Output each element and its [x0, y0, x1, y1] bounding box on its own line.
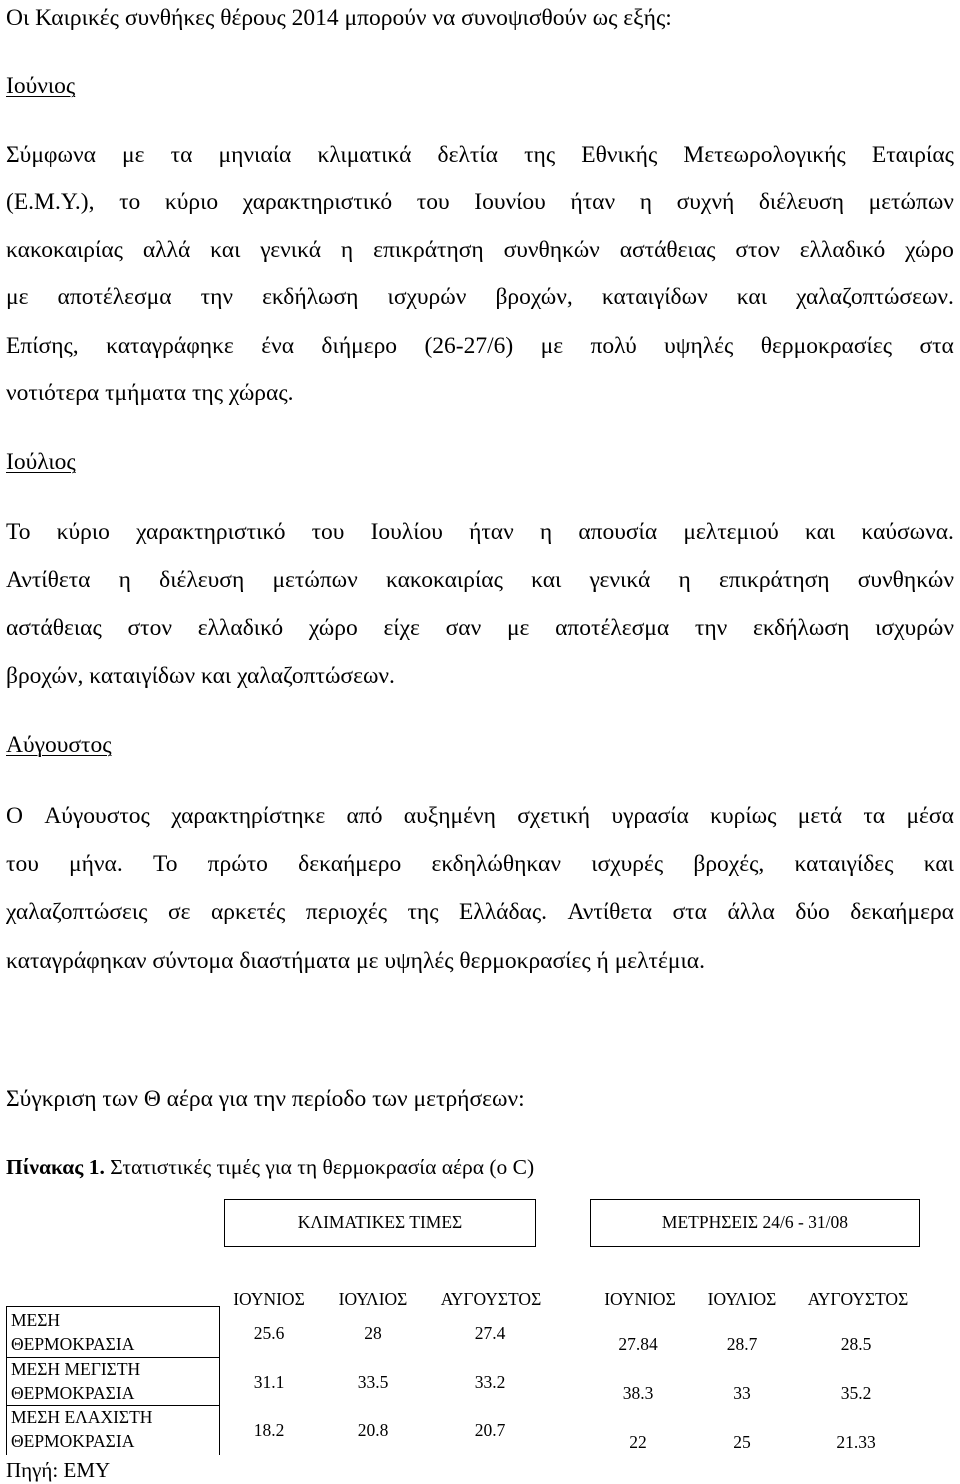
august-line [6, 805, 954, 829]
row-label: ΜΕΣΗ ΜΕΓΙΣΤΗ [11, 1359, 141, 1379]
word: ελλαδικό [197, 615, 284, 641]
word: αλλά [142, 237, 191, 263]
word: και [804, 519, 836, 545]
word: και [736, 284, 768, 310]
word: περιοχές [305, 899, 387, 925]
word: ένα [261, 333, 295, 359]
table-cell: 25.6 [253, 1323, 285, 1343]
word: Εθνικής [581, 142, 658, 168]
word: Ιουλίου [370, 519, 443, 545]
word: Επίσης, [6, 333, 79, 359]
word: κύριο [56, 519, 110, 545]
word: χώρο [905, 237, 954, 263]
word: την [694, 615, 728, 641]
word: επικράτηση [373, 237, 484, 263]
word: συχνή [676, 189, 735, 215]
word: επικράτηση [718, 567, 830, 593]
word: η [639, 189, 652, 215]
word: σχετική [517, 803, 591, 829]
word: η [118, 567, 131, 593]
word: τα [863, 803, 886, 829]
word: Σύμφωνα [6, 142, 96, 168]
word: συνθηκών [857, 567, 954, 593]
word: εκδήλωση [752, 615, 850, 641]
word: πρώτο [207, 851, 268, 877]
row-label: ΘΕΡΜΟΚΡΑΣΙΑ [11, 1431, 135, 1451]
word: (26-27/6) [424, 333, 514, 359]
word: Ο [6, 803, 23, 829]
word: σε [167, 899, 191, 925]
word: βροχές, [693, 851, 765, 877]
word: κυρίως [710, 803, 777, 829]
june-line [6, 191, 954, 215]
table-cell: 20.8 [357, 1420, 389, 1440]
word: του [311, 519, 345, 545]
word: ελλαδικό [799, 237, 886, 263]
row-label: ΘΕΡΜΟΚΡΑΣΙΑ [11, 1383, 135, 1403]
june-line: νοτιότερα τμήματα της χώρας. [6, 380, 294, 406]
august-line: καταγράφηκαν σύντομα διαστήματα με υψηλές θερμοκρασίες ή μελτέμια. [6, 948, 705, 974]
word: μήνα. [69, 851, 123, 877]
word: χαλαζοπτώσεων. [796, 284, 954, 310]
col-june-measured: ΙΟΥΝΙΟΣ [604, 1289, 676, 1309]
word: στα [919, 333, 954, 359]
word: εκδηλώθηκαν [431, 851, 561, 877]
august-line [6, 901, 954, 925]
word: κακοκαιρίας [6, 237, 123, 263]
word: διέλευση [758, 189, 844, 215]
word: το [119, 189, 141, 215]
june-heading: Ιούνιος [6, 73, 76, 99]
word: καύσωνα. [861, 519, 954, 545]
source-note: Πηγή: ΕΜΥ [6, 1458, 111, 1482]
word: Μετεωρολογικής [683, 142, 846, 168]
word: Ελλάδας. [459, 899, 548, 925]
word: Αντίθετα [567, 899, 653, 925]
june-line [6, 144, 954, 168]
word: άλλα [727, 899, 775, 925]
august-heading: Αύγουστος [6, 732, 112, 758]
col-june-climate: ΙΟΥΝΙΟΣ [233, 1289, 305, 1309]
word: Αύγουστος [44, 803, 150, 829]
table-cell: 33.2 [474, 1372, 506, 1392]
table-cell: 25 [733, 1432, 751, 1452]
word: συνθηκών [503, 237, 600, 263]
table-cell: 28 [364, 1323, 382, 1343]
word: γενικά [589, 567, 651, 593]
word: κακοκαιρίας [385, 567, 503, 593]
word: δεκαήμερα [850, 899, 954, 925]
word: αυξημένη [403, 803, 496, 829]
word: εκδήλωση [262, 284, 359, 310]
word: υψηλές [664, 333, 734, 359]
word: αστάθειας [6, 615, 102, 641]
word: ισχυρών [875, 615, 954, 641]
word: χαρακτηριστικό [242, 189, 393, 215]
col-august-climate: ΑΥΓΟΥΣΤΟΣ [440, 1289, 542, 1309]
measurements-header: ΜΕΤΡΗΣΕΙΣ 24/6 - 31/08 [661, 1212, 849, 1232]
word: μέσα [906, 803, 954, 829]
word: η [539, 519, 553, 545]
word: και [210, 237, 241, 263]
col-july-measured: ΙΟΥΛΙΟΣ [707, 1289, 777, 1309]
word: μετώπων [868, 189, 954, 215]
word: μετά [797, 803, 843, 829]
june-line [6, 286, 954, 310]
word: Αντίθετα [6, 567, 91, 593]
word: Εταιρίας [871, 142, 954, 168]
table-cell: 38.3 [622, 1383, 654, 1403]
word: της [407, 899, 439, 925]
june-line [6, 239, 954, 263]
word: με [122, 142, 145, 168]
word: η [340, 237, 354, 263]
word: δύο [795, 899, 830, 925]
table-cell: 28.7 [726, 1334, 758, 1354]
word: αποτέλεσμα [555, 615, 670, 641]
word: μετώπων [272, 567, 358, 593]
table-cell: 33.5 [357, 1372, 389, 1392]
word: δεκαήμερο [298, 851, 402, 877]
word: από [346, 803, 383, 829]
word: καταιγίδες [794, 851, 894, 877]
table-cell: 22 [629, 1432, 647, 1452]
word: με [506, 615, 530, 641]
july-heading: Ιούλιος [6, 449, 76, 475]
word: με [6, 284, 29, 310]
word: Το [6, 519, 31, 545]
word: απουσία [578, 519, 658, 545]
word: κύριο [164, 189, 219, 215]
table-caption-label: Πίνακας 1. [6, 1155, 105, 1179]
word: στα [672, 899, 707, 925]
word: ισχυρών [387, 284, 467, 310]
word: αστάθειας [619, 237, 716, 263]
word: πολύ [590, 333, 637, 359]
word: διέλευση [159, 567, 245, 593]
word: η [678, 567, 691, 593]
word: του [6, 851, 39, 877]
word: μελτεμιού [683, 519, 779, 545]
comparison-heading: Σύγκριση των Θ αέρα για την περίοδο των μετρήσεων: [6, 1086, 525, 1112]
intro-text: Οι Καιρικές συνθήκες θέρους 2014 μπορούν να συνοψισθούν ως εξής: [6, 5, 672, 31]
word: χώρο [308, 615, 358, 641]
word: και [531, 567, 562, 593]
word: είχε [383, 615, 420, 641]
word: γενικά [260, 237, 322, 263]
word: χαλαζοπτώσεις [6, 899, 148, 925]
table-cell: 27.84 [618, 1334, 658, 1354]
word: την [200, 284, 234, 310]
word: καταγράφηκε [106, 333, 234, 359]
word: ήταν [469, 519, 514, 545]
table-cell: 33 [733, 1383, 751, 1403]
word: σαν [445, 615, 482, 641]
word: στον [735, 237, 780, 263]
table-caption-text: Στατιστικές τιμές για τη θερμοκρασία αέρα (ο C) [104, 1155, 535, 1179]
july-line: βροχών, καταιγίδων και χαλαζοπτώσεων. [6, 663, 395, 689]
row-divider [6, 1405, 219, 1406]
word: στον [127, 615, 173, 641]
table-cell: 28.5 [840, 1334, 872, 1354]
table-cell: 18.2 [253, 1420, 285, 1440]
word: θερμοκρασίες [760, 333, 893, 359]
august-line [6, 853, 954, 877]
word: βροχών, [495, 284, 573, 310]
table-cell: 20.7 [474, 1420, 506, 1440]
climate-header: ΚΛΙΜΑΤΙΚΕΣ ΤΙΜΕΣ [297, 1212, 463, 1232]
row-label: ΜΕΣΗ ΕΛΑΧΙΣΤΗ [11, 1407, 153, 1427]
table-cell: 27.4 [474, 1323, 506, 1343]
table-cell: 35.2 [840, 1383, 872, 1403]
word: αρκετές [211, 899, 286, 925]
word: της [524, 142, 556, 168]
word: χαρακτηρίστηκε [171, 803, 326, 829]
word: χαρακτηριστικό [136, 519, 286, 545]
row-label: ΘΕΡΜΟΚΡΑΣΙΑ [11, 1334, 135, 1354]
col-august-measured: ΑΥΓΟΥΣΤΟΣ [807, 1289, 909, 1309]
row-label: ΜΕΣΗ [11, 1310, 61, 1330]
table-cell: 21.33 [836, 1432, 876, 1452]
word: ήταν [570, 189, 616, 215]
word: και [923, 851, 954, 877]
july-line [6, 617, 954, 641]
table-caption [6, 1157, 534, 1179]
word: κλιματικά [317, 142, 412, 168]
word: υγρασία [611, 803, 689, 829]
june-line [6, 335, 954, 359]
word: του [416, 189, 450, 215]
col-july-climate: ΙΟΥΛΙΟΣ [338, 1289, 408, 1309]
word: καταιγίδων [601, 284, 708, 310]
word: αποτέλεσμα [57, 284, 172, 310]
july-line [6, 569, 954, 593]
word: Το [152, 851, 178, 877]
word: με [540, 333, 564, 359]
word: (Ε.Μ.Υ.), [6, 189, 95, 215]
table-cell: 31.1 [253, 1372, 285, 1392]
word: τα [170, 142, 193, 168]
row-divider [6, 1357, 219, 1358]
word: Ιουνίου [474, 189, 546, 215]
word: ισχυρές [591, 851, 664, 877]
word: δελτία [437, 142, 498, 168]
word: μηνιαία [218, 142, 292, 168]
july-line [6, 521, 954, 545]
word: διήμερο [321, 333, 398, 359]
